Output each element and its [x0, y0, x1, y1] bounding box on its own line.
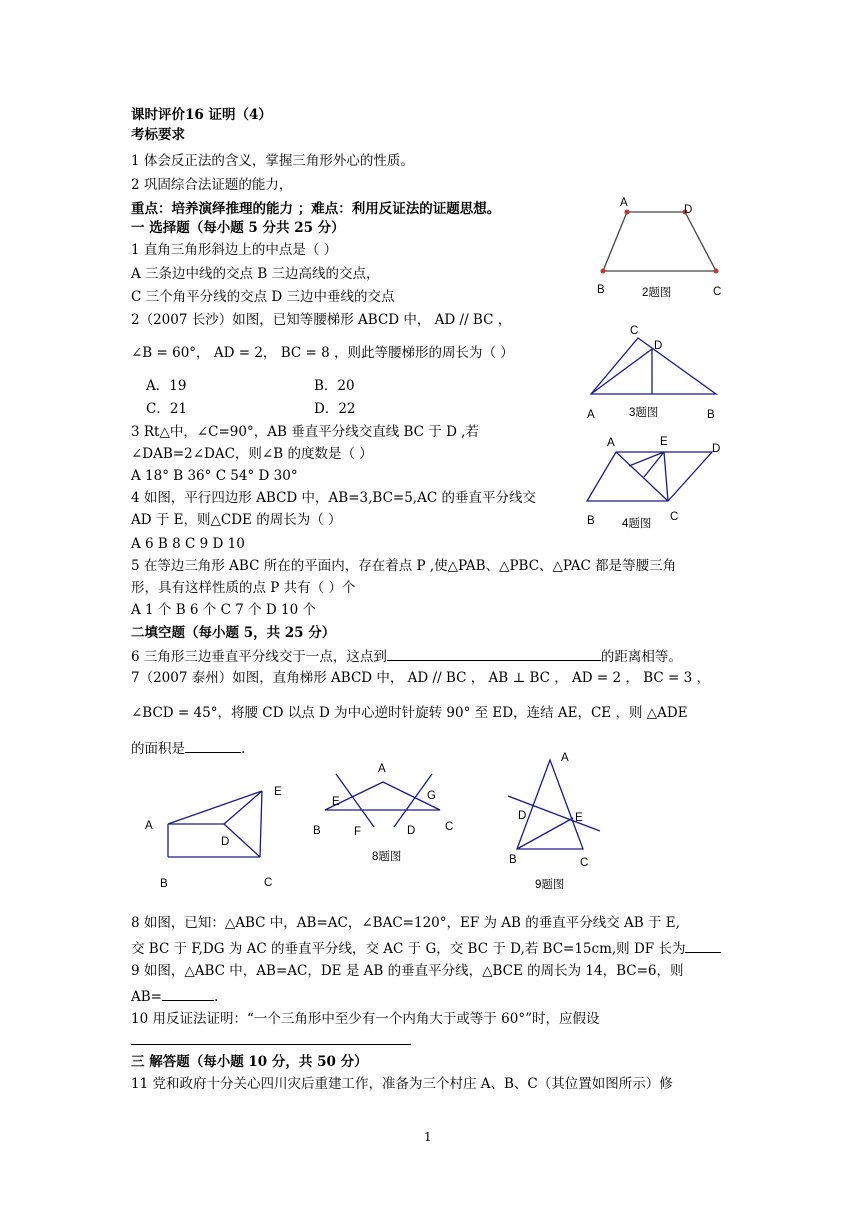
key-points: 重点：培养演绎推理的能力 ；难点：利用反证法的证题思想。 [131, 201, 501, 217]
fig8-label-a: A [378, 763, 386, 775]
fig8-caption: 8题图 [372, 851, 402, 863]
q10-stem: 10 用反证法证明：“一个三角形中至少有一个内角大于或等于 60°”时，应假设 [131, 1011, 600, 1027]
fig2-label-b: B [597, 284, 605, 296]
fig3-label-a: A [587, 409, 595, 421]
page-title: 课时评价16 证明（4） [131, 107, 272, 123]
q3-stem-a: 3 Rt△中，∠C=90°，AB 垂直平分线交直线 BC 于 D ,若 [131, 424, 479, 440]
q7-stem-c: 的面积是 [131, 741, 185, 757]
fig8-line-ef [336, 774, 374, 827]
q2-option-d: D．22 [314, 401, 356, 417]
fig7-edge-dc [224, 824, 260, 857]
fig8-label-e: E [332, 796, 340, 808]
fig8-label-b: B [313, 825, 321, 837]
figure-8 [310, 758, 460, 866]
fig3-label-b: B [707, 409, 715, 421]
requirements-heading: 考标要求 [131, 127, 185, 143]
q2-option-a: A．19 [146, 378, 187, 394]
page-number: 1 [424, 1130, 432, 1144]
q5-stem-b: 形，具有这样性质的点 P 共有（ ）个 [131, 580, 356, 596]
q2-stem-a: 2（2007 长沙）如图，已知等腰梯形 ABCD 中， AD // BC ， [131, 312, 512, 328]
q4-options: A 6 B 8 C 9 D 10 [131, 536, 245, 552]
fig4-label-e: E [660, 436, 668, 448]
fig8-label-c: C [445, 821, 454, 833]
fig3-caption: 3题图 [629, 407, 659, 419]
q1-options-2: C 三个角平分线的交点 D 三边中垂线的交点 [131, 289, 395, 305]
fig3-label-c: C [630, 325, 639, 337]
section-choice-heading: 一 选择题（每小题 5 分共 25 分） [131, 220, 345, 236]
q6-stem: 6 三角形三边垂直平分线交于一点，这点到 [131, 649, 387, 665]
q7-line-c [131, 738, 245, 758]
fig9-label-b: B [509, 854, 517, 866]
fig4-parallelogram-abcd [587, 452, 712, 501]
fig2-label-a: A [620, 197, 628, 209]
q2-option-c: C．21 [146, 401, 188, 417]
q7-stem-a: 7（2007 泰州）如图，直角梯形 ABCD 中， AD // BC ， AB ⊥ BC ， AD = 2 ， BC = 3 ， [131, 670, 710, 686]
fig9-caption: 9题图 [535, 879, 565, 891]
q1-stem: 1 直角三角形斜边上的中点是（ ） [131, 242, 338, 258]
q6-answer-blank[interactable] [387, 646, 601, 661]
fig7-label-d: D [221, 836, 230, 848]
figure-2 [592, 192, 732, 304]
q6-tail: 的距离相等。 [600, 649, 682, 665]
fig7-label-e: E [274, 786, 282, 798]
fig9-label-a: A [561, 752, 569, 764]
fig8-label-g: G [427, 790, 436, 802]
fig2-edge-ab [603, 212, 627, 271]
section-fill-heading: 二填空题（每小题 5，共 25 分） [131, 625, 336, 641]
q4-stem-b: AD 于 E，则△CDE 的周长为（ ） [131, 512, 342, 528]
fig9-label-c: C [580, 857, 589, 869]
requirement-1: 1 体会反正法的含义，掌握三角形外心的性质。 [131, 153, 414, 169]
fig2-edge-dc [685, 212, 716, 271]
q3-stem-b: ∠DAB=2∠DAC，则∠B 的度数是（ ） [131, 446, 373, 462]
q7-tail: . [241, 741, 246, 757]
q8-line-b [131, 938, 721, 958]
q6-line [131, 646, 682, 666]
q9-line-b [131, 986, 218, 1006]
fig7-label-b: B [160, 878, 168, 890]
q10-answer-blank[interactable] [131, 1030, 411, 1045]
fig4-label-d: D [712, 443, 721, 455]
q9-stem-b: AB= [131, 989, 162, 1005]
fig2-vertex-a [625, 210, 630, 215]
q9-tail: . [213, 989, 219, 1005]
fig9-label-d: D [518, 810, 527, 822]
fig7-label-a: A [145, 820, 153, 832]
q11-stem: 11 党和政府十分关心四川灾后重建工作，准备为三个村庄 A、B、C（其位置如图所示）修 [131, 1076, 673, 1092]
fig4-label-a: A [607, 437, 615, 449]
q2-stem-b: ∠B = 60°， AD = 2， BC = 8 ，则此等腰梯形的周长为（ ） [131, 345, 514, 361]
figure-7 [142, 780, 292, 892]
fig7-segment-ae [168, 791, 262, 824]
fig3-segment-ad [591, 349, 652, 394]
fig4-caption: 4题图 [622, 518, 652, 530]
fig8-label-d: D [407, 825, 416, 837]
fig2-label-c: C [713, 286, 722, 298]
fig7-segment-ce [260, 791, 262, 857]
section-answer-heading: 三 解答题（每小题 10 分，共 50 分） [131, 1054, 368, 1070]
q9-answer-blank[interactable] [162, 986, 214, 1001]
figure-9 [500, 748, 610, 894]
fig2-label-d: D [684, 204, 693, 216]
fig2-vertex-c [714, 269, 719, 274]
q9-stem-a: 9 如图，△ABC 中，AB=AC，DE 是 AB 的垂直平分线，△BCE 的周长为 14，BC=6，则 [131, 963, 684, 979]
fig2-vertex-b [601, 269, 606, 274]
q5-stem-a: 5 在等边三角形 ABC 所在的平面内，存在着点 P ,使△PAB、△PBC、△PAC 都是等腰三角 [131, 558, 677, 574]
fig7-segment-de [224, 791, 262, 824]
figure-3 [582, 320, 730, 424]
figure-4 [582, 432, 732, 532]
q2-option-b: B．20 [314, 378, 355, 394]
q5-options: A 1 个 B 6 个 C 7 个 D 10 个 [131, 602, 316, 618]
q7-answer-blank[interactable] [185, 738, 241, 753]
q8-stem-a: 8 如图，已知：△ABC 中，AB=AC，∠BAC=120°，EF 为 AB 的垂直平分线交 AB 于 E, [131, 915, 680, 931]
q8-stem-b: 交 BC 于 F,DG 为 AC 的垂直平分线，交 AC 于 G，交 BC 于 D,若 BC=15cm,则 DF 长为 [131, 941, 686, 957]
q7-stem-b: ∠BCD = 45°，将腰 CD 以点 D 为中心逆时针旋转 90° 至 ED，连结 AE，CE ，则 △ADE [131, 705, 688, 721]
q1-options-1: A 三条边中线的交点 B 三边高线的交点， [131, 266, 380, 282]
fig4-label-c: C [670, 511, 679, 523]
fig2-caption: 2题图 [642, 287, 672, 299]
requirement-2: 2 巩固综合法证题的能力， [131, 177, 293, 193]
fig9-segment-be [517, 818, 573, 849]
fig8-label-f: F [354, 826, 362, 838]
fig9-label-e: E [575, 812, 583, 824]
fig4-diagonal-ac [616, 452, 668, 501]
fig3-label-d: D [654, 340, 663, 352]
fig7-label-c: C [264, 877, 273, 889]
fig4-label-b: B [587, 515, 595, 527]
fig9-triangle-abc [517, 760, 583, 849]
q3-options: A 18° B 36° C 54° D 30° [131, 468, 298, 484]
q4-stem-a: 4 如图，平行四边形 ABCD 中，AB=3,BC=5,AC 的垂直平分线交 [131, 490, 536, 506]
fig4-segment-ec [664, 452, 668, 501]
q8-answer-blank[interactable] [685, 938, 721, 953]
